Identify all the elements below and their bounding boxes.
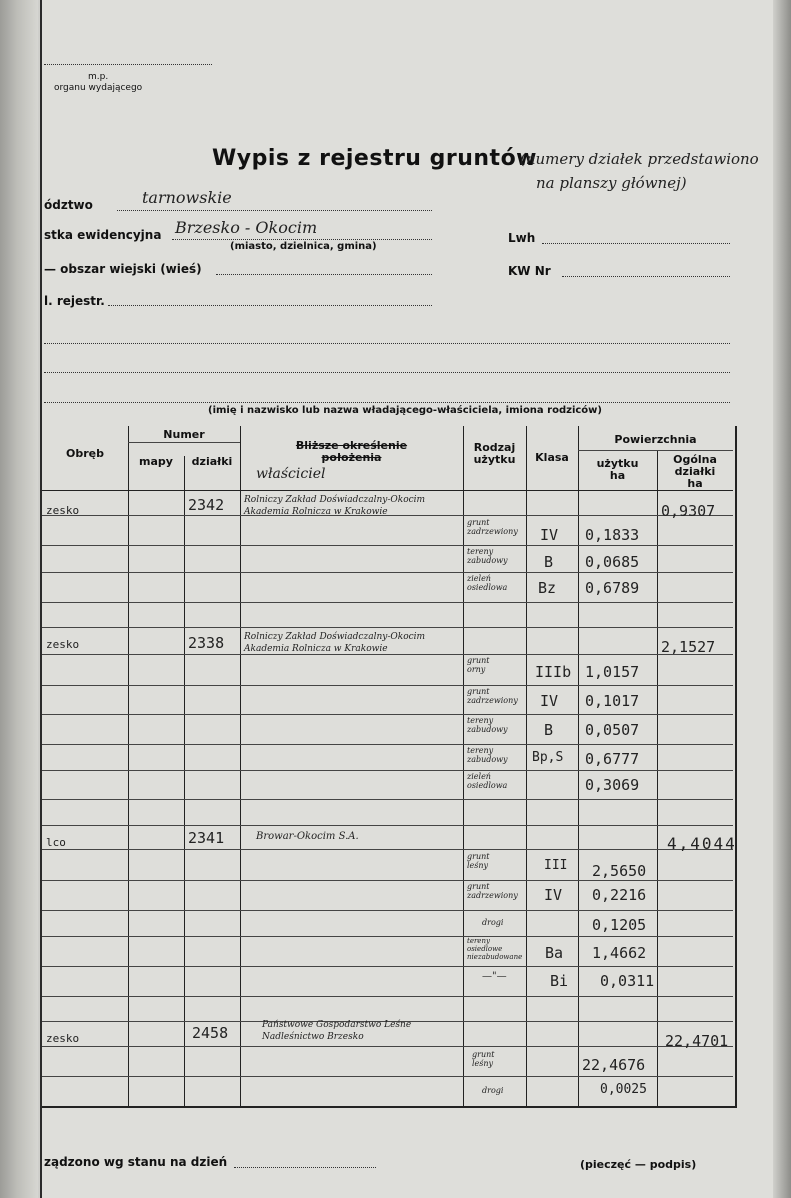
- row-rule: [42, 910, 733, 911]
- use-class: IV: [544, 886, 563, 904]
- row-rule: [42, 799, 733, 800]
- use-area: 0,1017: [585, 692, 640, 710]
- header-mapy: mapy: [139, 455, 173, 468]
- wojewodztwo-line: [117, 210, 432, 211]
- kw-label: KW Nr: [508, 264, 551, 278]
- book-binding: [0, 0, 38, 1198]
- row-rule: [42, 825, 733, 826]
- use-type: grunt zadrzewiony: [467, 687, 518, 705]
- stamp-label: (pieczęć — podpis): [580, 1158, 697, 1171]
- row-rule: [42, 714, 733, 715]
- row-rule: [42, 966, 733, 967]
- stan-line: [234, 1167, 376, 1168]
- nr-rejestr-line: [108, 305, 432, 306]
- header-blizsze: Bliższe określenie położenia: [295, 439, 408, 464]
- title-note-line2: na planszy głównej): [536, 174, 687, 192]
- row-rule: [42, 880, 733, 881]
- col-divider: [463, 426, 464, 1106]
- use-type: tereny osiedlowe niezabudowane: [467, 937, 523, 961]
- use-area: 0,6789: [585, 579, 640, 597]
- use-class: B: [544, 553, 554, 571]
- jednostka-label: stka ewidencyjna: [44, 228, 162, 242]
- row-rule: [42, 545, 733, 546]
- use-type: grunt zadrzewiony: [467, 518, 518, 536]
- use-type: tereny zabudowy: [467, 716, 508, 734]
- use-type: —"—: [482, 971, 507, 982]
- use-type: tereny zabudowy: [467, 547, 508, 565]
- row-rule: [42, 1076, 733, 1077]
- parcel-obreb: lco: [46, 836, 66, 849]
- col-divider: [128, 426, 129, 1106]
- use-area: 0,3069: [585, 776, 640, 794]
- use-class: Bz: [538, 579, 557, 597]
- use-area: 0,2216: [592, 886, 647, 904]
- use-type: grunt orny: [467, 656, 490, 674]
- use-type: zieleń osiedlowa: [467, 772, 508, 790]
- wojewodztwo-value: tarnowskie: [142, 188, 232, 207]
- header-klasa: Klasa: [535, 451, 569, 464]
- use-class: Ba: [545, 944, 564, 962]
- parcel-total-area: 22,4701: [665, 1032, 729, 1050]
- use-type: drogi: [482, 1086, 504, 1095]
- use-area: 0,0507: [585, 721, 640, 739]
- header-powierzchnia: Powierzchnia: [614, 433, 697, 446]
- use-area: 22,4676: [582, 1056, 646, 1074]
- use-area: 0,1205: [592, 916, 647, 934]
- row-rule: [42, 849, 733, 850]
- header-ogolna: Ogólna działki ha: [673, 453, 717, 490]
- row-rule: [42, 770, 733, 771]
- use-class: Bi: [550, 972, 569, 990]
- col-divider: [526, 426, 527, 1106]
- nr-rejestr-label: l. rejestr.: [44, 294, 105, 308]
- header-rodzaj: Rodzaj użytku: [473, 441, 516, 466]
- use-class: Bp,S: [532, 750, 564, 765]
- use-area: 0,1833: [585, 526, 640, 544]
- parcel-total-area: 2,1527: [661, 638, 716, 656]
- parcel-number: 2458: [192, 1024, 229, 1042]
- parcel-obreb: zesko: [46, 1032, 80, 1045]
- col-divider: [657, 450, 658, 1106]
- row-rule: [42, 627, 733, 628]
- obszar-label: — obszar wiejski (wieś): [44, 262, 202, 276]
- owner-line-3: [44, 402, 730, 403]
- use-area: 0,0025: [600, 1082, 647, 1097]
- parcel-owner: Rolniczy Zakład Doświadczalny-Okocim Akademia Rolnicza w Krakowie: [244, 632, 426, 654]
- parcel-total-area: 4,4044: [667, 834, 737, 853]
- header-wlasciciel: właściciel: [256, 466, 326, 482]
- row-rule: [42, 1046, 733, 1047]
- use-area: 2,5650: [592, 862, 647, 880]
- col-divider: [184, 456, 185, 1106]
- page-title: Wypis z rejestru gruntów: [212, 146, 538, 171]
- use-type: zieleń osiedlowa: [467, 574, 508, 592]
- parcel-owner: Browar-Okocim S.A.: [256, 831, 359, 842]
- use-area: 0,0311: [600, 972, 655, 990]
- header-dzialki: działki: [191, 455, 233, 468]
- row-rule: [42, 685, 733, 686]
- page-right-edge: [773, 0, 791, 1198]
- title-note-line1: (numery działek przedstawiono: [520, 150, 759, 168]
- header-uzytku: użytku ha: [596, 457, 639, 482]
- row-rule: [42, 602, 733, 603]
- use-type: grunt leśny: [472, 1050, 495, 1068]
- owner-caption: (imię i nazwisko lub nazwa władającego-właściciela, imiona rodziców): [208, 405, 602, 416]
- use-class: III: [544, 858, 568, 873]
- organ-label: m.p. organu wydającego: [54, 72, 143, 93]
- parcel-table: [42, 426, 737, 1108]
- row-rule: [42, 936, 733, 937]
- obszar-line: [216, 274, 432, 275]
- organ-signature-line: [44, 64, 212, 65]
- parcel-owner: Państwowe Gospodarstwo Leśne Nadleśnictwo Brzesko: [262, 1020, 412, 1042]
- parcel-number: 2342: [188, 496, 225, 514]
- use-class: B: [544, 721, 554, 739]
- stan-label: ządzono wg stanu na dzień: [44, 1155, 228, 1169]
- use-type: grunt zadrzewiony: [467, 882, 518, 900]
- row-rule: [42, 996, 733, 997]
- header-rule: [578, 450, 733, 451]
- header-obreb: Obręb: [66, 447, 104, 460]
- use-type: grunt leśny: [467, 852, 490, 870]
- col-divider: [240, 426, 241, 1106]
- parcel-owner: Rolniczy Zakład Doświadczalny-Okocim Akademia Rolnicza w Krakowie: [244, 495, 426, 517]
- jednostka-line: [172, 239, 432, 240]
- wojewodztwo-label: ództwo: [44, 198, 93, 212]
- row-rule: [42, 744, 733, 745]
- header-numer: Numer: [163, 428, 205, 441]
- use-type: drogi: [482, 918, 504, 927]
- parcel-number: 2341: [188, 829, 225, 847]
- jednostka-caption: (miasto, dzielnica, gmina): [230, 241, 377, 252]
- use-class: IIIb: [535, 663, 572, 681]
- use-class: IV: [540, 692, 559, 710]
- parcel-obreb: zesko: [46, 638, 80, 651]
- header-bottom-rule: [42, 490, 733, 491]
- lwh-label: Lwh: [508, 231, 536, 245]
- use-area: 0,0685: [585, 553, 640, 571]
- use-area: 1,0157: [585, 663, 640, 681]
- owner-line-2: [44, 372, 730, 373]
- parcel-total-area: 0,9307: [661, 502, 716, 520]
- col-divider: [578, 426, 579, 1106]
- jednostka-value: Brzesko - Okocim: [175, 218, 318, 237]
- use-area: 1,4662: [592, 944, 647, 962]
- use-class: IV: [540, 526, 559, 544]
- header-rule: [128, 442, 240, 443]
- owner-line-1: [44, 343, 730, 344]
- lwh-line: [542, 243, 730, 244]
- use-type: tereny zabudowy: [467, 746, 508, 764]
- row-rule: [42, 572, 733, 573]
- use-area: 0,6777: [585, 750, 640, 768]
- parcel-obreb: zesko: [46, 504, 80, 517]
- parcel-number: 2338: [188, 634, 225, 652]
- kw-line: [562, 276, 730, 277]
